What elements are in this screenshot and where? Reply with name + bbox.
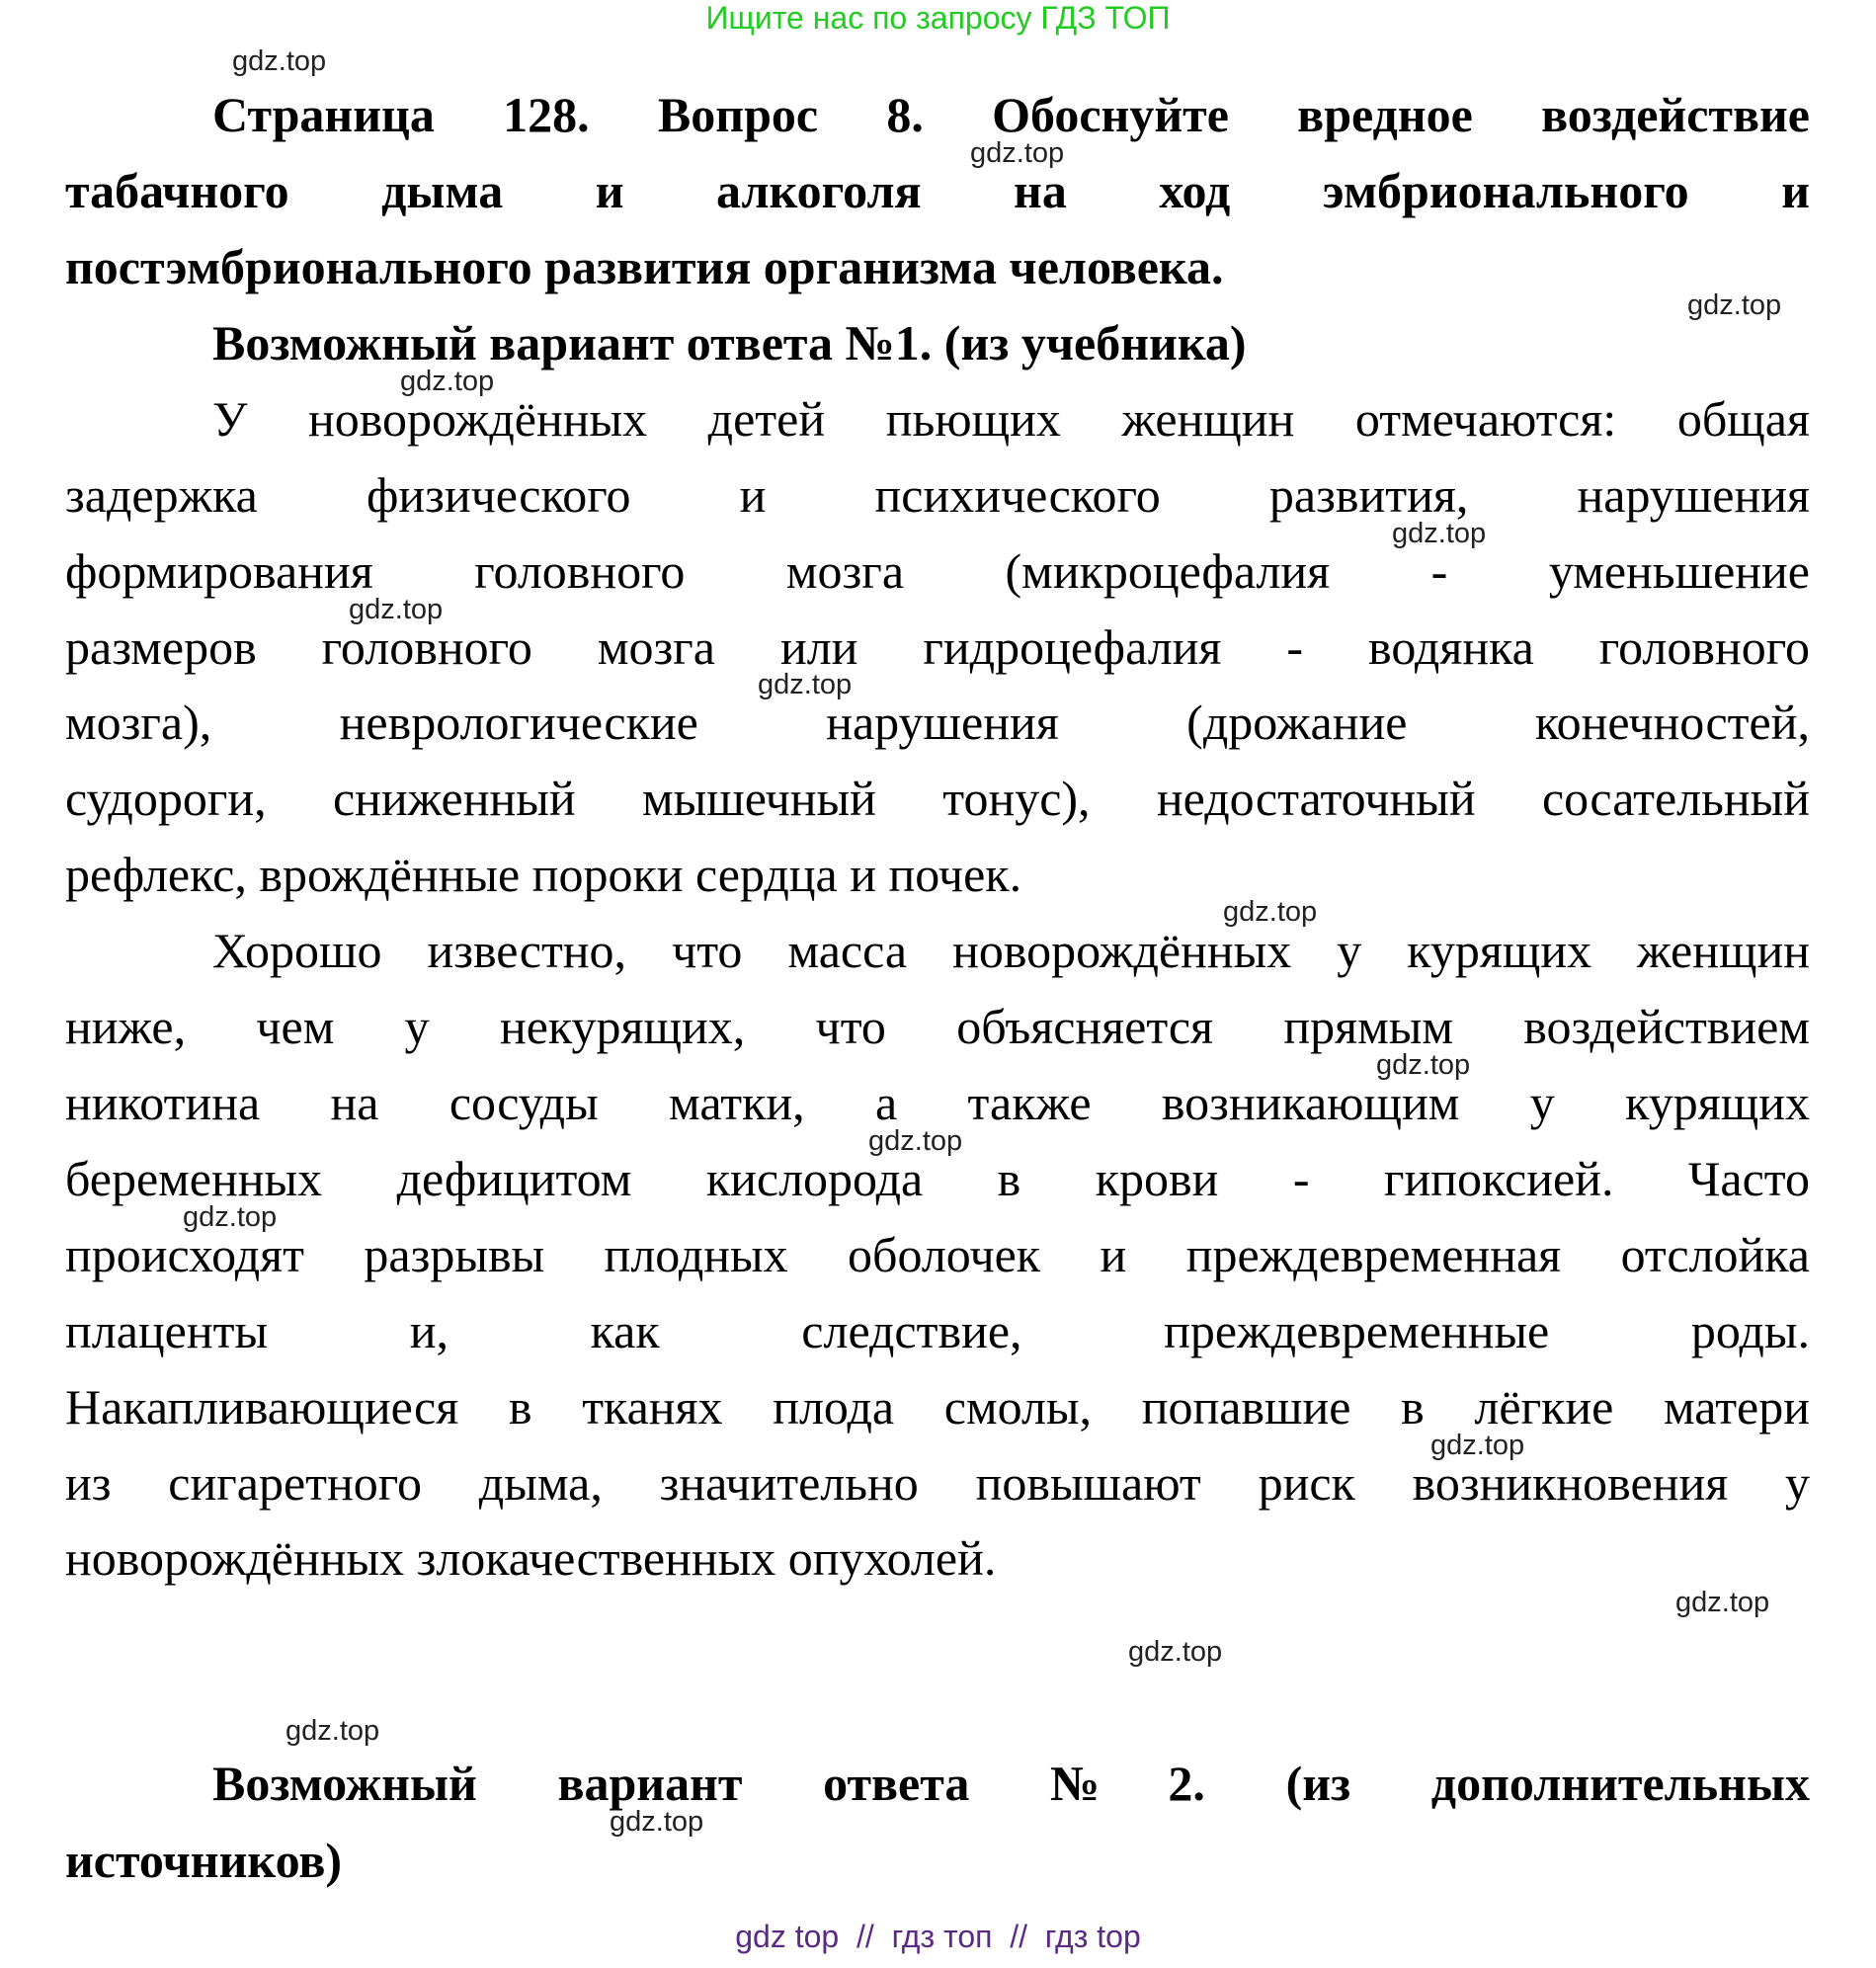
question-line: табачного дыма и алкоголя на ход эмбрионального и: [65, 163, 1810, 218]
text-line: никотина на сосуды матки, а также возникающим у курящих: [65, 1075, 1810, 1130]
watermark: gdz.top: [285, 1715, 380, 1747]
watermark: gdz.top: [1430, 1430, 1525, 1461]
watermark: gdz.top: [1392, 518, 1487, 549]
text-line: Накапливающиеся в тканях плода смолы, попавшие в лёгкие матери: [65, 1379, 1810, 1435]
watermark: gdz.top: [1128, 1636, 1223, 1668]
watermark: gdz.top: [610, 1806, 704, 1838]
text-line: Хорошо известно, что масса новорождённых у курящих женщин: [212, 923, 1810, 978]
text-line: мозга), неврологические нарушения (дрожание конечностей,: [65, 695, 1810, 750]
text-line: рефлекс, врождённые пороки сердца и почек.: [65, 847, 1022, 902]
watermark: gdz.top: [349, 594, 444, 625]
question-line: Страница 128. Вопрос 8. Обоснуйте вредное воздействие: [212, 87, 1810, 142]
watermark: gdz.top: [868, 1125, 963, 1157]
watermark: gdz.top: [758, 669, 853, 700]
text-line: размеров головного мозга или гидроцефалия - водянка головного: [65, 619, 1810, 675]
text-line: У новорождённых детей пьющих женщин отмечаются: общая: [212, 391, 1810, 447]
text-line: плаценты и, как следствие, преждевременные роды.: [65, 1303, 1810, 1358]
footer-banner: gdz top // гдз топ // гдз top: [735, 1919, 1141, 1954]
watermark: gdz.top: [232, 45, 327, 77]
heading-line: источников): [65, 1833, 342, 1888]
heading-line: Возможный вариант ответа №2. (из дополнительных: [212, 1756, 1810, 1811]
search-banner: Ищите нас по запросу ГДЗ ТОП: [705, 0, 1171, 36]
watermark: gdz.top: [970, 137, 1065, 169]
text-line: новорождённых злокачественных опухолей.: [65, 1530, 997, 1586]
answer1-heading: Возможный вариант ответа №1. (из учебника): [212, 315, 1247, 370]
text-line: формирования головного мозга (микроцефалия - уменьшение: [65, 543, 1810, 599]
watermark: gdz.top: [1223, 896, 1318, 928]
text-line: беременных дефицитом кислорода в крови - гипоксией. Часто: [65, 1151, 1810, 1206]
text-line: задержка физического и психического развития, нарушения: [65, 467, 1810, 523]
watermark: gdz.top: [1675, 1587, 1770, 1618]
watermark: gdz.top: [1376, 1049, 1471, 1081]
watermark: gdz.top: [183, 1201, 278, 1233]
text-line: судороги, сниженный мышечный тонус), недостаточный сосательный: [65, 771, 1810, 826]
text-line: происходят разрывы плодных оболочек и преждевременная отслойка: [65, 1227, 1810, 1282]
text-line: из сигаретного дыма, значительно повышают риск возникновения у: [65, 1455, 1810, 1511]
watermark: gdz.top: [400, 366, 495, 397]
watermark: gdz.top: [1687, 289, 1782, 321]
question-line: постэмбрионального развития организма человека.: [65, 239, 1224, 294]
text-line: ниже, чем у некурящих, что объясняется прямым воздействием: [65, 999, 1810, 1054]
